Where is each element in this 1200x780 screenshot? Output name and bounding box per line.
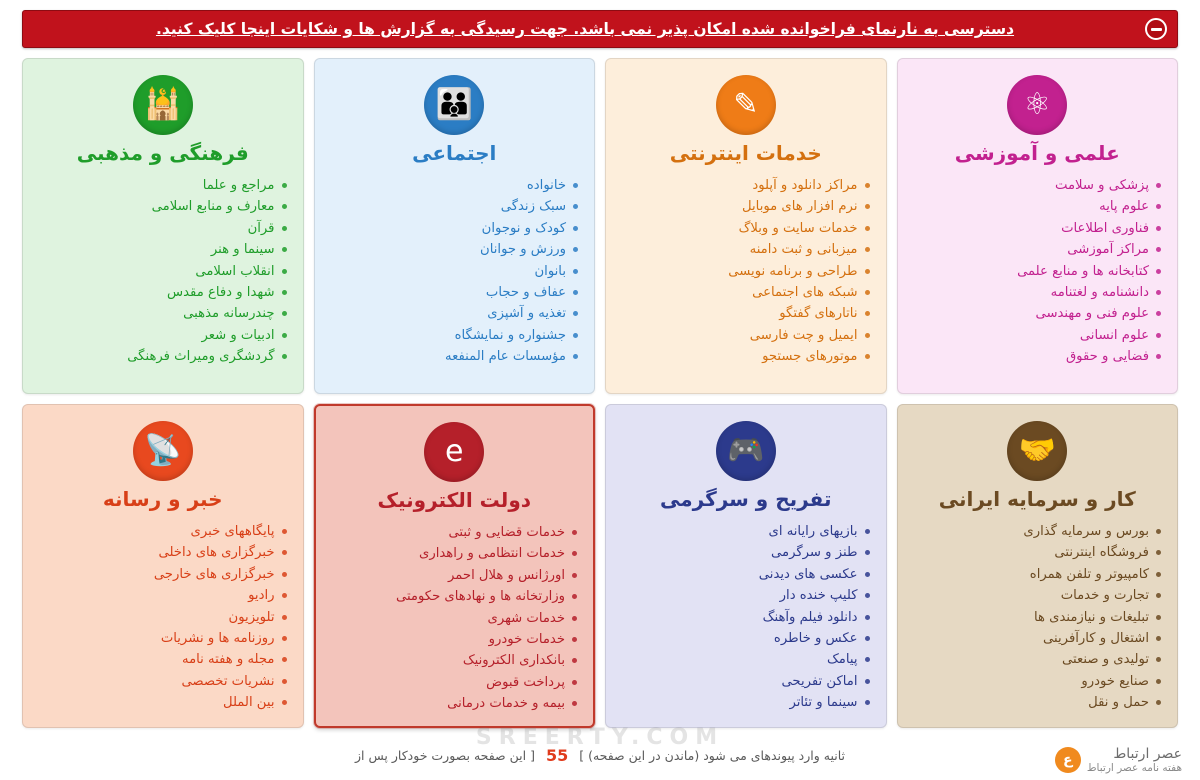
list-item[interactable]: معارف و منابع اسلامی	[33, 196, 289, 217]
list-item[interactable]: بانوان	[325, 261, 581, 282]
list-item[interactable]: تبلیغات و نیازمندی ها	[908, 607, 1164, 628]
list-item[interactable]: ورزش و جوانان	[325, 239, 581, 260]
list-item[interactable]: کلیپ خنده دار	[616, 585, 872, 606]
category-card-internet-services[interactable]	[605, 58, 887, 394]
list-item[interactable]: سینما و تئاتر	[616, 692, 872, 713]
brand-mark-icon: ع	[1055, 747, 1081, 773]
list-item[interactable]: فضایی و حقوق	[908, 346, 1164, 367]
list-item[interactable]: مؤسسات عام المنفعه	[325, 346, 581, 367]
list-item[interactable]: اماکن تفریحی	[616, 671, 872, 692]
category-card-entertainment[interactable]	[605, 404, 887, 728]
list-item[interactable]: علوم پایه	[908, 196, 1164, 217]
game-controller-icon: 🎮	[716, 421, 776, 481]
blocked-access-alert[interactable]	[22, 10, 1178, 48]
redirect-note-right: [ این صفحه بصورت خودکار پس از	[355, 747, 535, 763]
satellite-dish-icon: 📡	[133, 421, 193, 481]
list-item[interactable]: شهدا و دفاع مقدس	[33, 282, 289, 303]
list-item[interactable]: عکس و خاطره	[616, 628, 872, 649]
list-item[interactable]: خدمات انتظامی و راهداری	[326, 543, 580, 564]
mosque-icon: 🕌	[133, 75, 193, 135]
list-item[interactable]: مجله و هفته نامه	[33, 649, 289, 670]
list-item[interactable]: مراکز آموزشی	[908, 239, 1164, 260]
list-item[interactable]: بازیهای رایانه ای	[616, 521, 872, 542]
list-item[interactable]: دانشنامه و لغتنامه	[908, 282, 1164, 303]
category-card-social[interactable]	[314, 58, 596, 394]
list-item[interactable]: گردشگری ومیراث فرهنگی	[33, 346, 289, 367]
list-item[interactable]: عکسی های دیدنی	[616, 564, 872, 585]
category-title-business: کار و سرمایه ایرانی	[938, 487, 1136, 511]
list-item[interactable]: روزنامه ها و نشریات	[33, 628, 289, 649]
category-title-e-government: دولت الکترونیک	[377, 488, 532, 512]
list-item[interactable]: چندرسانه مذهبی	[33, 303, 289, 324]
list-item[interactable]: خانواده	[325, 175, 581, 196]
category-list-science	[908, 175, 1168, 367]
no-entry-icon	[1145, 18, 1167, 40]
list-item[interactable]: دانلود فیلم وآهنگ	[616, 607, 872, 628]
category-card-e-government[interactable]	[314, 404, 596, 728]
list-item[interactable]: نشریات تخصصی	[33, 671, 289, 692]
list-item[interactable]: خبرگزاری های خارجی	[33, 564, 289, 585]
list-item[interactable]: پیامک	[616, 649, 872, 670]
list-item[interactable]: پرداخت قبوض	[326, 672, 580, 693]
list-item[interactable]: تلویزیون	[33, 607, 289, 628]
category-card-culture-religion[interactable]	[22, 58, 304, 394]
download-pen-icon: ✎	[716, 75, 776, 135]
category-title-entertainment: تفریح و سرگرمی	[660, 487, 832, 511]
list-item[interactable]: شبکه های اجتماعی	[616, 282, 872, 303]
list-item[interactable]: علوم فنی و مهندسی	[908, 303, 1164, 324]
list-item[interactable]: سبک زندگی	[325, 196, 581, 217]
list-item[interactable]: بورس و سرمایه گذاری	[908, 521, 1164, 542]
category-title-science: علمی و آموزشی	[954, 141, 1120, 165]
list-item[interactable]: پزشکی و سلامت	[908, 175, 1164, 196]
family-icon: 👪	[424, 75, 484, 135]
list-item[interactable]: علوم انسانی	[908, 325, 1164, 346]
atom-icon: ⚛	[1007, 75, 1067, 135]
brand-subtitle: هفته نامه عصر ارتباط	[1086, 762, 1182, 774]
list-item[interactable]: صنایع خودرو	[908, 671, 1164, 692]
list-item[interactable]: انقلاب اسلامی	[33, 261, 289, 282]
category-title-internet-services: خدمات اینترنتی	[669, 141, 822, 165]
category-card-business[interactable]	[897, 404, 1179, 728]
list-item[interactable]: کتابخانه ها و منابع علمی	[908, 261, 1164, 282]
list-item[interactable]: فروشگاه اینترنتی	[908, 542, 1164, 563]
list-item[interactable]: اشتغال و کارآفرینی	[908, 628, 1164, 649]
category-list-business	[908, 521, 1168, 713]
list-item[interactable]: حمل و نقل	[908, 692, 1164, 713]
list-item[interactable]: اورژانس و هلال احمر	[326, 565, 580, 586]
list-item[interactable]: بانکداری الکترونیک	[326, 650, 580, 671]
list-item[interactable]: مراکز دانلود و آپلود	[616, 175, 872, 196]
redirect-countdown: 55	[545, 745, 569, 765]
list-item[interactable]: بیمه و خدمات درمانی	[326, 693, 580, 714]
list-item[interactable]: تجارت و خدمات	[908, 585, 1164, 606]
list-item[interactable]: نرم افزار های موبایل	[616, 196, 872, 217]
brand-logo[interactable]	[1055, 746, 1182, 774]
category-list-e-government	[326, 522, 584, 714]
list-item[interactable]: فناوری اطلاعات	[908, 218, 1164, 239]
list-item[interactable]: رادیو	[33, 585, 289, 606]
handshake-icon: 🤝	[1007, 421, 1067, 481]
category-list-culture-religion	[33, 175, 293, 367]
category-title-culture-religion: فرهنگی و مذهبی	[76, 141, 249, 165]
list-item[interactable]: ادبیات و شعر	[33, 325, 289, 346]
list-item[interactable]: کودک و نوجوان	[325, 218, 581, 239]
category-list-news-media	[33, 521, 293, 713]
watermark: SREERTY.COM	[475, 725, 725, 750]
list-item[interactable]: طراحی و برنامه نویسی	[616, 261, 872, 282]
alert-message[interactable]: دسترسی به نارنمای فراخوانده شده امکان پذیر نمی باشد. جهت رسیدگی به گزارش ها و شکایات اینجا کلیک کنید.	[155, 20, 1015, 38]
list-item[interactable]: پایگاههای خبری	[33, 521, 289, 542]
category-card-news-media[interactable]	[22, 404, 304, 728]
list-item[interactable]: موتورهای جستجو	[616, 346, 872, 367]
category-list-internet-services	[616, 175, 876, 367]
list-item[interactable]: میزبانی و ثبت دامنه	[616, 239, 872, 260]
list-item[interactable]: عفاف و حجاب	[325, 282, 581, 303]
list-item[interactable]: مراجع و علما	[33, 175, 289, 196]
category-card-science[interactable]	[897, 58, 1179, 394]
list-item[interactable]: ایمیل و چت فارسی	[616, 325, 872, 346]
list-item[interactable]: جشنواره و نمایشگاه	[325, 325, 581, 346]
list-item[interactable]: ناتارهای گفتگو	[616, 303, 872, 324]
footer-bar	[0, 734, 1200, 776]
brand-name: عصر ارتباط	[1113, 746, 1182, 762]
list-item[interactable]: طنز و سرگرمی	[616, 542, 872, 563]
list-item[interactable]: قرآن	[33, 218, 289, 239]
list-item[interactable]: خدمات قضایی و ثبتی	[326, 522, 580, 543]
list-item[interactable]: سینما و هنر	[33, 239, 289, 260]
category-title-news-media: خبر و رسانه	[102, 487, 223, 511]
list-item[interactable]: وزارتخانه ها و نهادهای حکومتی	[326, 586, 580, 607]
list-item[interactable]: خبرگزاری های داخلی	[33, 542, 289, 563]
category-list-entertainment	[616, 521, 876, 713]
redirect-note-left: ثانیه وارد پیوندهای می شود (ماندن در این صفحه) ]	[579, 747, 846, 763]
category-list-social	[325, 175, 585, 367]
e-gov-icon: e	[424, 422, 484, 482]
list-item[interactable]: خدمات خودرو	[326, 629, 580, 650]
list-item[interactable]: خدمات شهری	[326, 608, 580, 629]
category-grid	[10, 58, 1190, 728]
list-item[interactable]: بین الملل	[33, 692, 289, 713]
category-title-social: اجتماعی	[412, 141, 497, 165]
list-item[interactable]: تغذیه و آشپزی	[325, 303, 581, 324]
list-item[interactable]: تولیدی و صنعتی	[908, 649, 1164, 670]
list-item[interactable]: کامپیوتر و تلفن همراه	[908, 564, 1164, 585]
list-item[interactable]: خدمات سایت و وبلاگ	[616, 218, 872, 239]
